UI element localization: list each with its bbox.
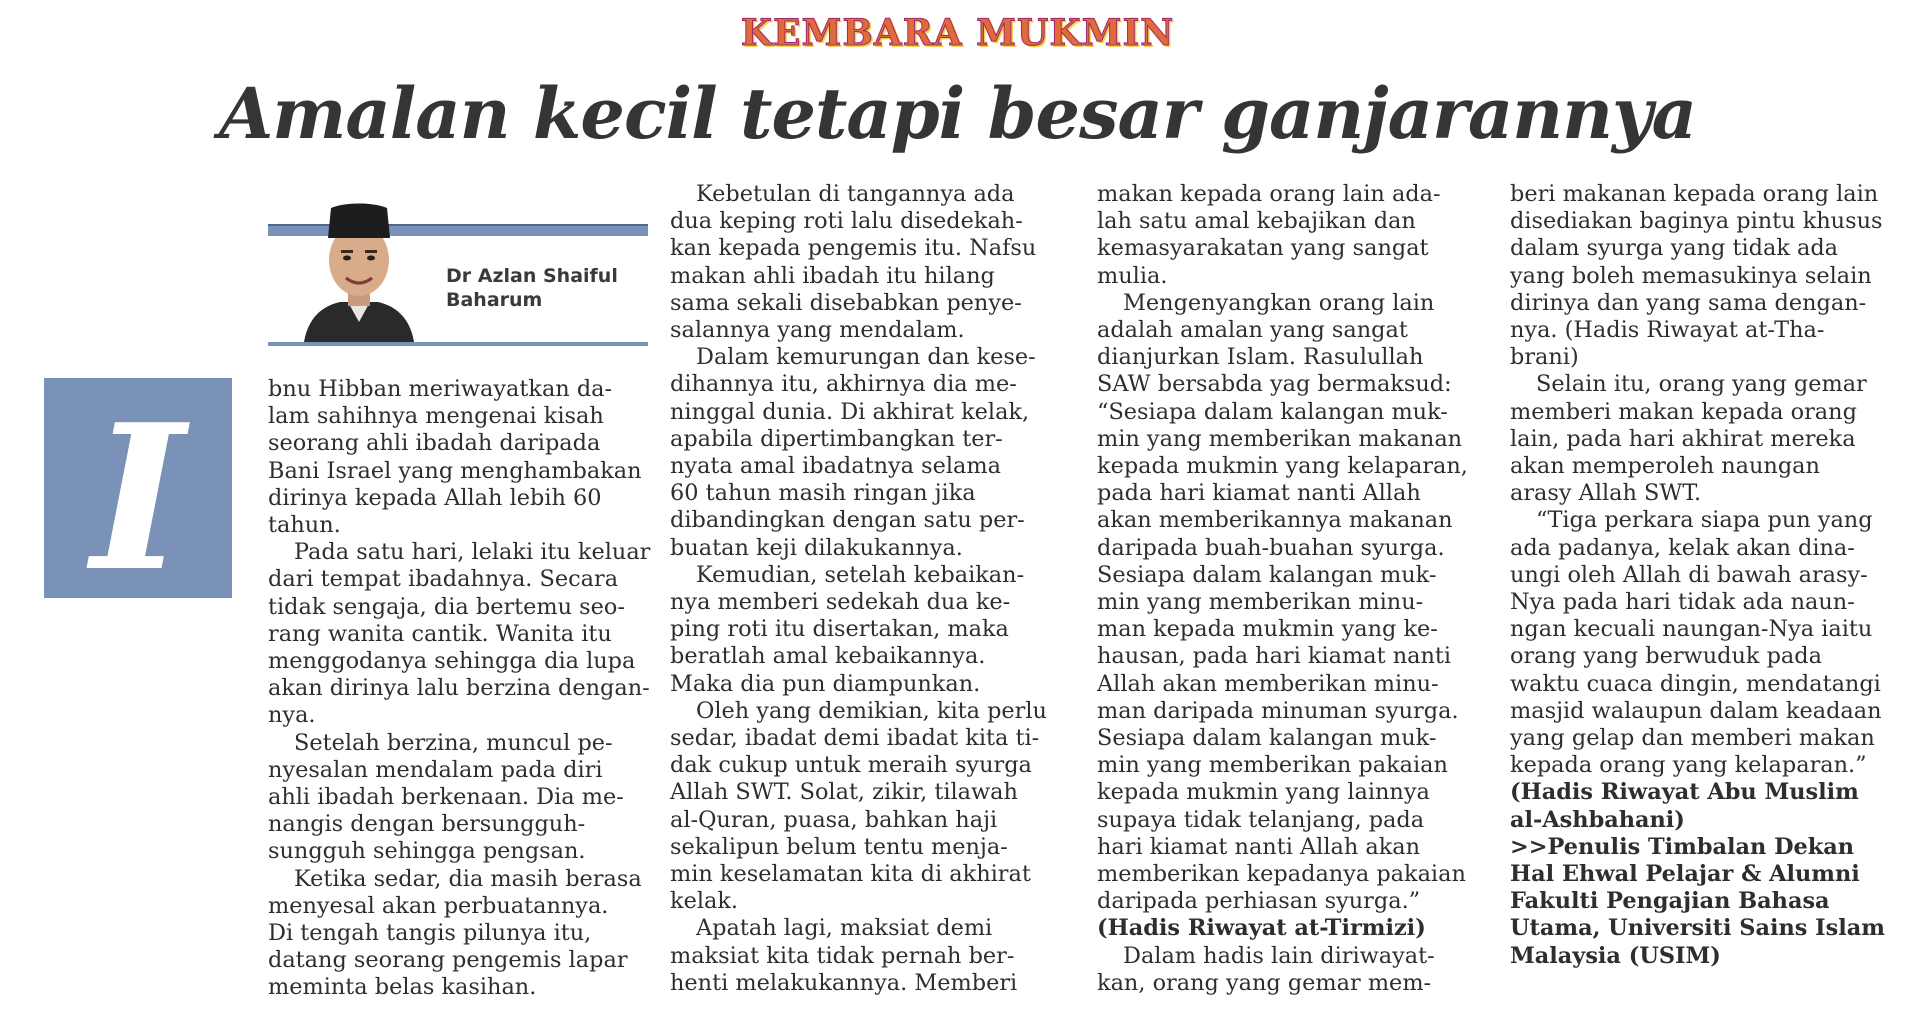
text-line: ada padanya, kelak akan dina-: [1510, 534, 1855, 561]
text-line: hausan, pada hari kiamat nanti: [1097, 643, 1452, 670]
article-column-4: [1510, 181, 1885, 970]
text-line: (Hadis Riwayat at-Tirmizi): [1097, 915, 1426, 942]
text-line: lain, pada hari akhirat mereka: [1510, 425, 1856, 452]
text-line: beratlah amal kebaikannya.: [670, 643, 986, 670]
drop-cap: [44, 378, 232, 598]
author-name: Dr Azlan Shaiful Baharum: [446, 265, 618, 311]
text-line: Di tengah tangis pilunya itu,: [268, 920, 592, 947]
article-paragraph: [1510, 181, 1885, 371]
article-paragraph: [268, 539, 650, 729]
text-line: nya.: [268, 702, 316, 729]
text-line: (Hadis Riwayat Abu Muslim: [1510, 779, 1859, 806]
text-line: rang wanita cantik. Wanita itu: [268, 620, 612, 647]
text-line: Selain itu, orang yang gemar: [1536, 371, 1867, 398]
text-line: masjid walaupun dalam keadaan: [1510, 697, 1882, 724]
text-line: Oleh yang demikian, kita perlu: [696, 697, 1047, 724]
text-line: nyata amal ibadatnya selama: [670, 453, 1001, 480]
text-line: Kemudian, setelah kebaikan-: [696, 561, 1025, 588]
text-line: nyesalan mendalam pada diri: [268, 756, 603, 783]
article-paragraph: [1097, 943, 1468, 997]
text-line: memberikan kepadanya pakaian: [1097, 861, 1466, 888]
text-line: 60 tahun masih ringan jika: [670, 480, 976, 507]
text-line: daripada perhiasan syurga.”: [1097, 888, 1421, 915]
text-line: akan memperoleh naungan: [1510, 453, 1820, 480]
text-line: nya memberi sedekah dua ke-: [670, 589, 1011, 616]
text-line: sekalipun belum tentu menja-: [670, 833, 1008, 860]
text-line: pada hari kiamat nanti Allah: [1097, 480, 1421, 507]
text-line: >>Penulis Timbalan Dekan: [1510, 833, 1855, 860]
text-line: beri makanan kepada orang lain: [1510, 181, 1879, 207]
text-line: Sesiapa dalam kalangan muk-: [1097, 725, 1437, 752]
text-line: min yang memberikan makanan: [1097, 425, 1463, 452]
text-line: akan dirinya lalu berzina dengan-: [268, 675, 650, 702]
text-line: menyesal akan perbuatannya.: [268, 892, 609, 919]
text-line: seorang ahli ibadah daripada: [268, 430, 601, 457]
text-line: dak cukup untuk meraih syurga: [670, 752, 1032, 779]
text-line: henti melakukannya. Memberi: [670, 969, 1018, 996]
text-line: lah satu amal kebajikan dan: [1097, 208, 1416, 235]
text-line: dirinya dan yang sama dengan-: [1510, 289, 1867, 316]
text-line: Apatah lagi, maksiat demi: [696, 915, 993, 942]
article-paragraph: [1097, 915, 1468, 942]
text-line: Allah akan memberikan minu-: [1097, 670, 1439, 697]
article-column-3: [1097, 181, 1468, 997]
text-line: datang seorang pengemis lapar: [268, 947, 628, 974]
article-paragraph: [670, 698, 1047, 916]
text-line: makan kepada orang lain ada-: [1097, 181, 1441, 207]
text-line: buatan keji dilakukannya.: [670, 534, 963, 561]
section-kicker: KEMBARA MUKMIN: [740, 12, 1175, 54]
text-line: ahli ibadah berkenaan. Dia me-: [268, 784, 624, 811]
text-line: kepada mukmin yang lainnya: [1097, 779, 1430, 806]
text-line: min keselamatan kita di akhirat: [670, 861, 1031, 888]
article-paragraph: [1097, 181, 1468, 290]
text-line: kepada orang yang kelaparan.”: [1510, 752, 1867, 779]
text-line: man kepada mukmin yang ke-: [1097, 616, 1438, 643]
text-line: kan kepada pengemis itu. Nafsu: [670, 235, 1037, 262]
text-line: adalah amalan yang sangat: [1097, 317, 1408, 344]
text-line: menggodanya sehingga dia lupa: [268, 648, 636, 675]
text-line: salannya yang mendalam.: [670, 317, 965, 344]
text-line: Sesiapa dalam kalangan muk-: [1097, 561, 1437, 588]
text-line: dihannya itu, akhirnya dia me-: [670, 371, 1017, 398]
text-line: kepada mukmin yang kelaparan,: [1097, 453, 1468, 480]
text-line: sama sekali disebabkan penye-: [670, 289, 1022, 316]
text-line: dari tempat ibadahnya. Secara: [268, 566, 619, 593]
author-box: [268, 190, 648, 352]
article-headline: Amalan kecil tetapi besar ganjarannya: [218, 72, 1697, 155]
text-line: min yang memberikan minu-: [1097, 589, 1424, 616]
text-line: tidak sengaja, dia bertemu seo-: [268, 593, 625, 620]
text-line: dirinya kepada Allah lebih 60: [268, 484, 602, 511]
text-line: Kebetulan di tangannya ada: [696, 181, 1015, 207]
text-line: dua keping roti lalu disedekah-: [670, 208, 1023, 235]
text-line: mulia.: [1097, 262, 1168, 289]
text-line: makan ahli ibadah itu hilang: [670, 262, 995, 289]
text-line: Dalam kemurungan dan kese-: [696, 344, 1036, 371]
text-line: Dalam hadis lain diriwayat-: [1123, 942, 1435, 969]
text-line: kelak.: [670, 888, 739, 915]
text-line: SAW bersabda yag bermaksud:: [1097, 371, 1452, 398]
text-line: ungi oleh Allah di bawah arasy-: [1510, 561, 1868, 588]
text-line: man daripada minuman syurga.: [1097, 697, 1459, 724]
article-paragraph: [1510, 779, 1885, 833]
text-line: Fakulti Pengajian Bahasa: [1510, 888, 1830, 915]
text-line: arasy Allah SWT.: [1510, 480, 1702, 507]
text-line: dianjurkan Islam. Rasulullah: [1097, 344, 1424, 371]
text-line: memberi makan kepada orang: [1510, 398, 1857, 425]
drop-cap-letter: [44, 378, 232, 598]
text-line: kemasyarakatan yang sangat: [1097, 235, 1429, 262]
text-line: orang yang berwuduk pada: [1510, 643, 1822, 670]
text-line: “Tiga perkara siapa pun yang: [1536, 507, 1873, 534]
text-line: dibandingkan dengan satu per-: [670, 507, 1025, 534]
text-line: Mengenyangkan orang lain: [1123, 289, 1435, 316]
text-line: yang gelap dan memberi makan: [1510, 725, 1875, 752]
article-paragraph: [1510, 834, 1885, 970]
text-line: supaya tidak telanjang, pada: [1097, 806, 1425, 833]
svg-text:I: I: [91, 381, 185, 598]
text-line: ninggal dunia. Di akhirat kelak,: [670, 398, 1030, 425]
text-line: Maka dia pun diampunkan.: [670, 670, 981, 697]
text-line: brani): [1510, 344, 1579, 371]
text-line: min yang memberikan pakaian: [1097, 752, 1448, 779]
text-line: maksiat kita tidak pernah ber-: [670, 942, 1015, 969]
article-paragraph: [1510, 371, 1885, 507]
text-line: tahun.: [268, 512, 341, 539]
text-line: al-Ashbahani): [1510, 806, 1685, 833]
text-line: nya. (Hadis Riwayat at-Tha-: [1510, 317, 1825, 344]
text-line: ping roti itu disertakan, maka: [670, 616, 1009, 643]
text-line: ngan kecuali naungan-Nya iaitu: [1510, 616, 1873, 643]
text-line: daripada buah-buahan syurga.: [1097, 534, 1445, 561]
text-line: Utama, Universiti Sains Islam: [1510, 915, 1885, 942]
text-line: meminta belas kasihan.: [268, 974, 537, 1001]
article-paragraph: [670, 344, 1047, 562]
text-line: dalam syurga yang tidak ada: [1510, 235, 1839, 262]
text-line: Bani Israel yang menghambakan: [268, 457, 642, 484]
article-paragraph: [1510, 507, 1885, 779]
text-line: lam sahihnya mengenai kisah: [268, 403, 604, 430]
author-rule-bottom: [268, 342, 648, 346]
text-line: Nya pada hari tidak ada naun-: [1510, 589, 1855, 616]
article-paragraph: [268, 376, 650, 539]
text-line: Malaysia (USIM): [1510, 942, 1721, 969]
text-line: nangis dengan bersungguh-: [268, 811, 586, 838]
article-paragraph: [268, 730, 650, 866]
text-line: sedar, ibadat demi ibadat kita ti-: [670, 725, 1040, 752]
text-line: Ketika sedar, dia masih berasa: [294, 865, 642, 892]
article-paragraph: [670, 562, 1047, 698]
article-column-1: [268, 376, 650, 1002]
text-line: Hal Ehwal Pelajar & Alumni: [1510, 861, 1860, 888]
text-line: apabila dipertimbangkan ter-: [670, 425, 1003, 452]
text-line: Setelah berzina, muncul pe-: [294, 729, 613, 756]
article-paragraph: [1097, 290, 1468, 916]
text-line: kan, orang yang gemar mem-: [1097, 969, 1432, 996]
text-line: akan memberikannya makanan: [1097, 507, 1453, 534]
text-line: Allah SWT. Solat, zikir, tilawah: [670, 779, 1018, 806]
text-line: al-Quran, puasa, bahkan haji: [670, 806, 998, 833]
text-line: sungguh sehingga pengsan.: [268, 838, 586, 865]
author-photo: [300, 190, 418, 342]
article-paragraph: [670, 915, 1047, 997]
text-line: Pada satu hari, lelaki itu keluar: [294, 539, 651, 566]
text-line: yang boleh memasukinya selain: [1510, 262, 1872, 289]
text-line: waktu cuaca dingin, mendatangi: [1510, 670, 1881, 697]
text-line: “Sesiapa dalam kalangan muk-: [1097, 398, 1448, 425]
article-column-2: [670, 181, 1047, 997]
text-line: disediakan baginya pintu khusus: [1510, 208, 1883, 235]
article-paragraph: [268, 866, 650, 1002]
text-line: bnu Hibban meriwayatkan da-: [268, 376, 613, 402]
text-line: hari kiamat nanti Allah akan: [1097, 833, 1421, 860]
article-paragraph: [670, 181, 1047, 344]
